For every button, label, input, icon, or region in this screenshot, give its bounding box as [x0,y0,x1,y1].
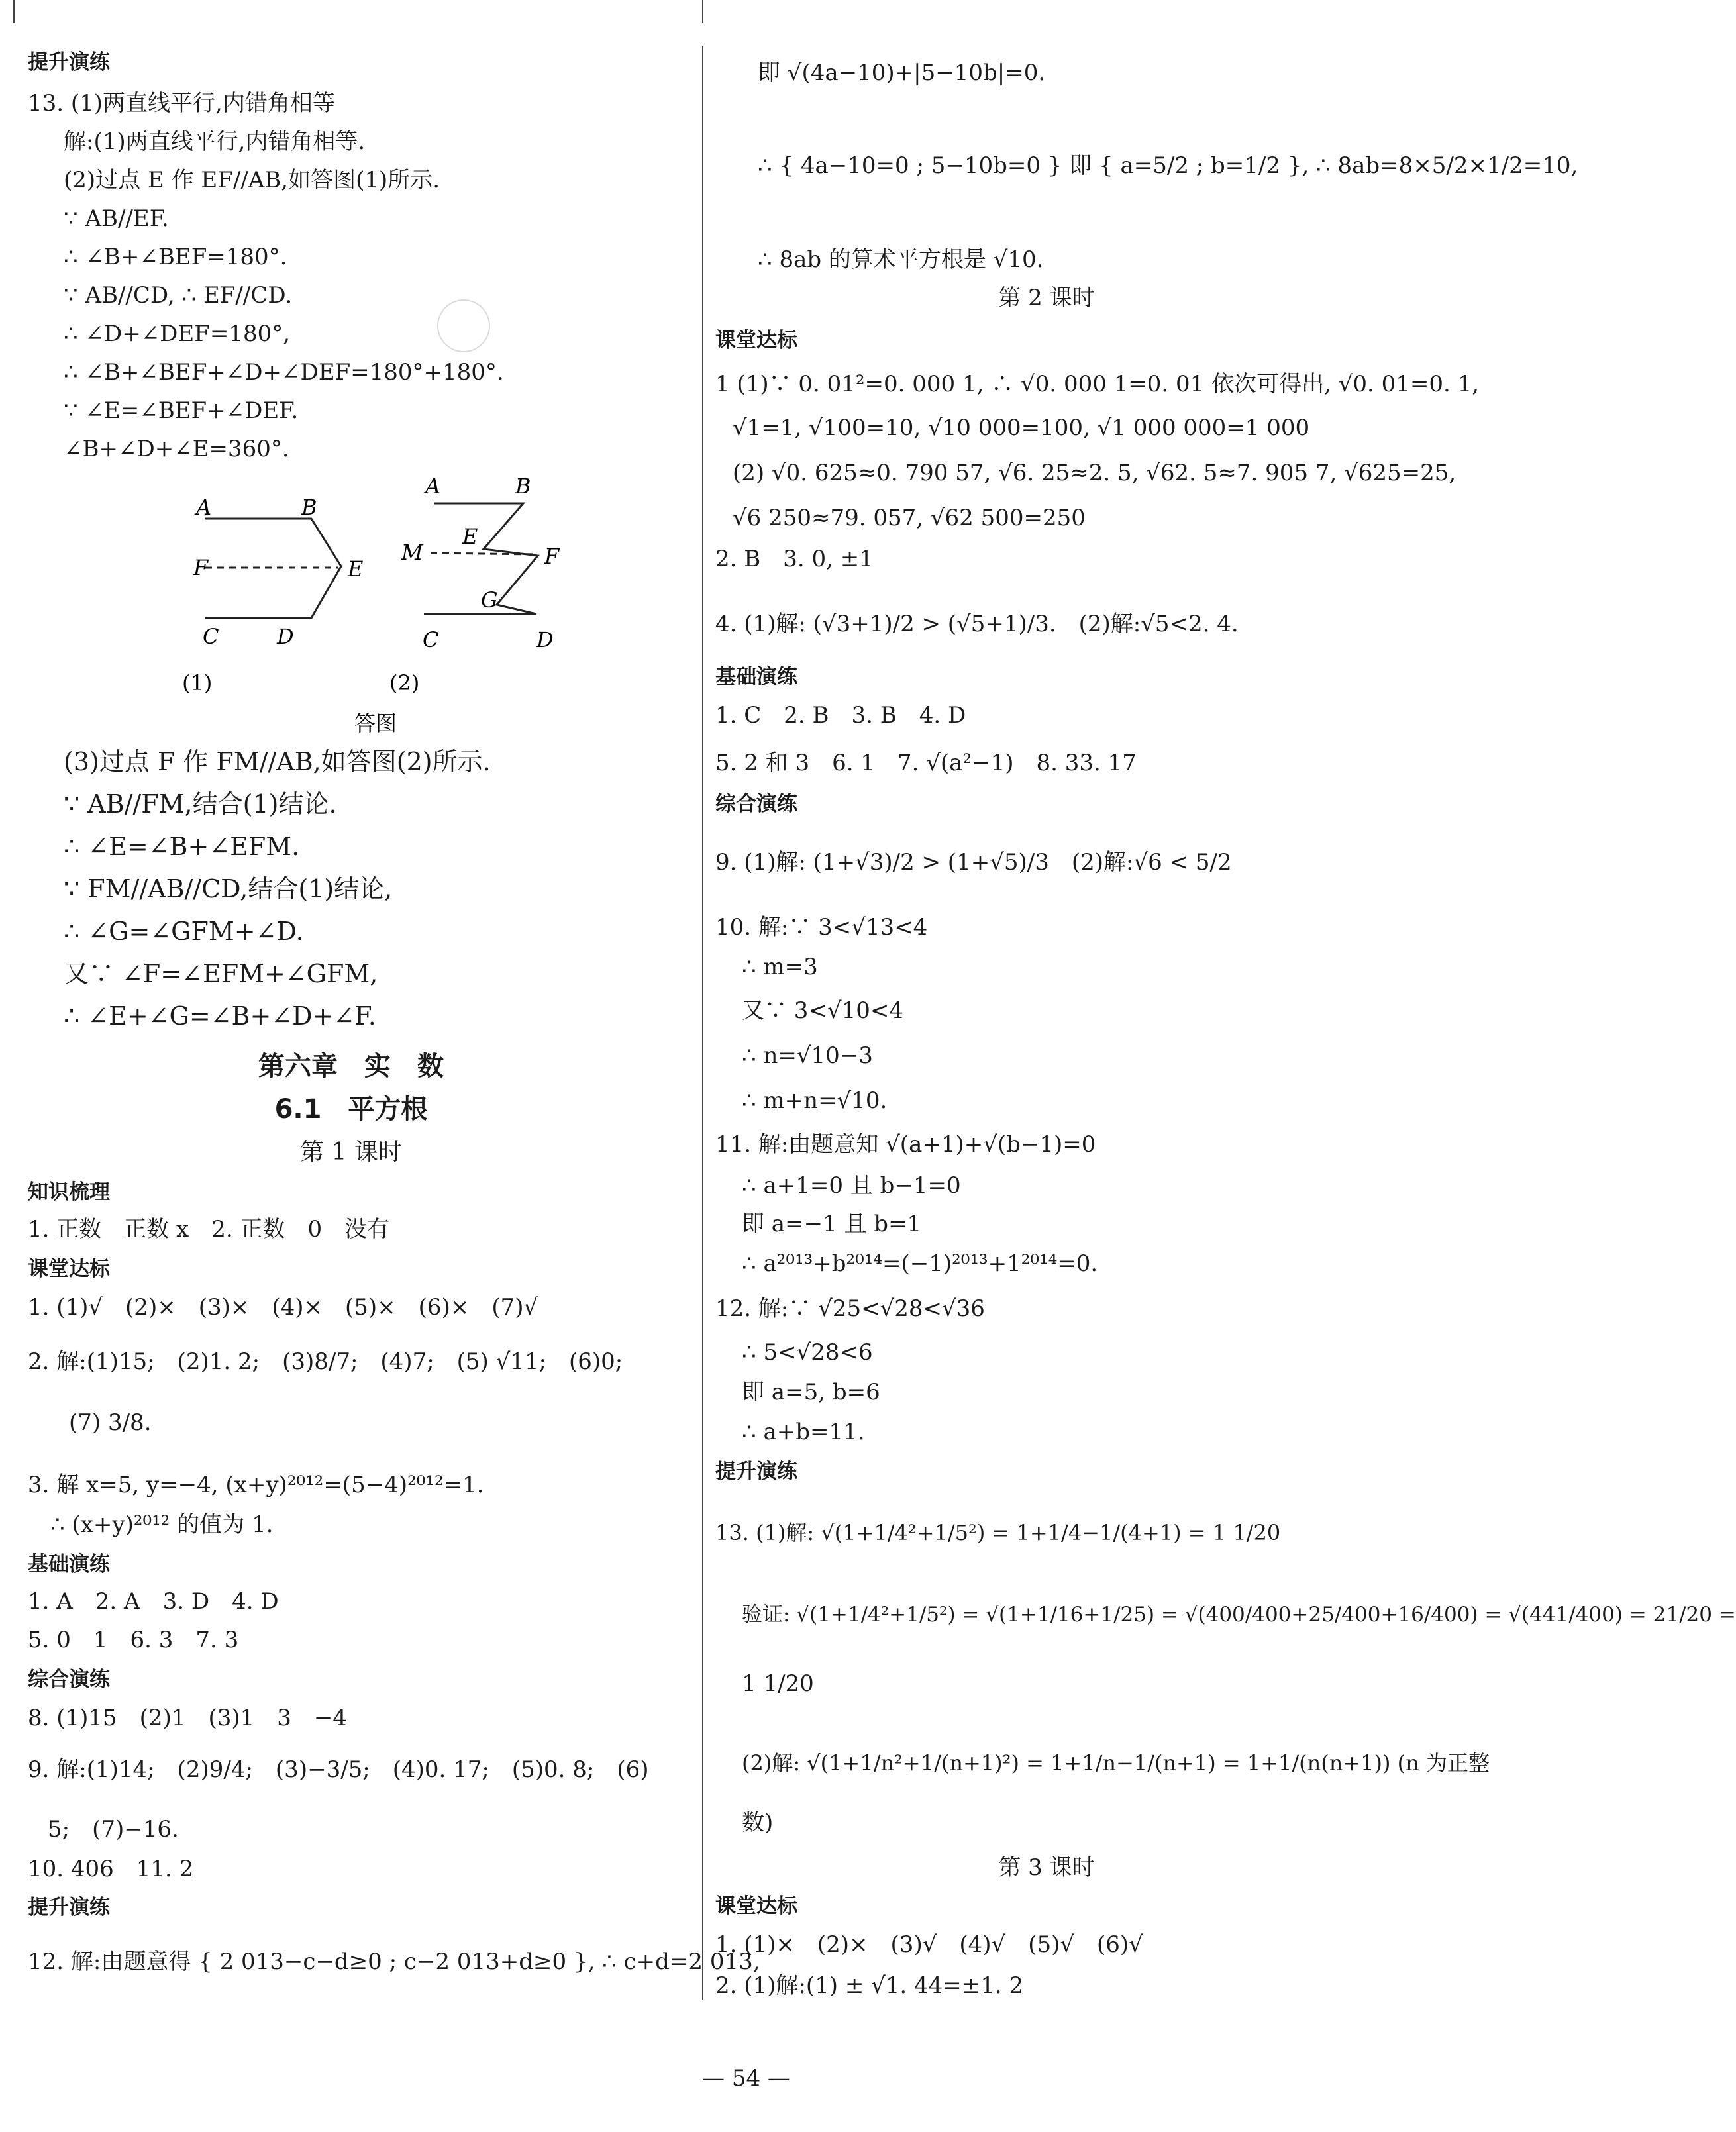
section-heading: 基础演练 [28,1552,110,1576]
answer-line: 13. (1)解: √(1+1/4²+1/5²) = 1+1/4−1/(4+1) = 1 1/20 [715,1520,1281,1545]
section-heading: 提升演练 [28,50,110,74]
figure-caption: 答图 [354,711,397,736]
answer-line: 12. 解:由题意得 { 2 013−c−d≥0 ; c−2 013+d≥0 }, ∴ c+d=2 013, [28,1949,760,1975]
answer-line: 1 1/20 [742,1670,814,1697]
section-heading: 课堂达标 [28,1257,110,1281]
point-label: M [401,540,423,565]
section-heading: 基础演练 [715,665,797,689]
answer-line: ∴ m=3 [742,954,818,980]
stamp-watermark [437,299,490,352]
answer-line: ∴ a²⁰¹³+b²⁰¹⁴=(−1)²⁰¹³+1²⁰¹⁴=0. [742,1250,1098,1277]
point-label: G [481,587,498,613]
answer-line: ∴ { 4a−10=0 ; 5−10b=0 } 即 { a=5/2 ; b=1/2 }, ∴ 8ab=8×5/2×1/2=10, [758,152,1578,179]
figure-1 [205,519,341,618]
answer-line: ∵ AB//EF. [64,205,169,232]
lesson-title: 第 1 课时 [300,1139,402,1166]
answer-line: 解:(1)两直线平行,内错角相等. [64,128,366,155]
figure-1-lines [205,519,341,618]
point-label: B [301,495,317,520]
answer-line: 又∵ 3<√10<4 [742,997,903,1024]
point-label: D [536,627,554,652]
answer-line: 即 √(4a−10)+|5−10b|=0. [758,60,1046,86]
answer-line: 1. C 2. B 3. B 4. D [715,702,966,729]
section-heading: 知识梳理 [28,1180,110,1204]
answer-line: 2. (1)解:(1) ± √1. 44=±1. 2 [715,1972,1024,1999]
answer-line: ∵ AB//CD, ∴ EF//CD. [64,282,293,309]
answer-line: 5. 0 1 6. 3 7. 3 [28,1627,239,1653]
answer-line: 8. (1)15 (2)1 (3)1 3 −4 [28,1705,348,1731]
section-heading: 综合演练 [28,1668,110,1692]
column-divider [702,46,703,2000]
point-label: C [423,627,439,652]
top-margin-mark [13,0,15,23]
answer-line: ∠B+∠D+∠E=360°. [64,436,289,462]
section-heading: 课堂达标 [715,329,797,352]
answer-line: √1=1, √100=10, √10 000=100, √1 000 000=1 000 [733,415,1310,441]
answer-line: ∵ FM//AB//CD,结合(1)结论, [64,874,393,903]
answer-line: 1 (1)∵ 0. 01²=0. 000 1, ∴ √0. 000 1=0. 01 依次可得出, √0. 01=0. 1, [715,371,1480,397]
point-label: E [462,524,478,549]
answer-line: ∵ AB//FM,结合(1)结论. [64,789,337,819]
answer-line: 3. 解 x=5, y=−4, (x+y)²⁰¹²=(5−4)²⁰¹²=1. [28,1472,484,1498]
answer-line: 1. A 2. A 3. D 4. D [28,1588,279,1615]
answer-line: ∴ ∠B+∠BEF=180°. [64,244,287,270]
answer-line: ∴ ∠E=∠B+∠EFM. [64,832,300,861]
answer-line: √6 250≈79. 057, √62 500=250 [733,505,1086,531]
top-margin-mark [702,0,703,23]
answer-line: 即 a=−1 且 b=1 [742,1211,922,1237]
answer-line: 即 a=5, b=6 [742,1379,880,1405]
answer-line: 12. 解:∵ √25<√28<√36 [715,1295,985,1322]
answer-line: ∴ ∠D+∠DEF=180°, [64,321,291,347]
answer-line: (2)解: √(1+1/n²+1/(n+1)²) = 1+1/n−1/(n+1) = 1+1/(n(n+1)) (n 为正整 [742,1751,1490,1776]
figure-2-caption: (2) [389,670,420,695]
answer-line: ∴ 5<√28<6 [742,1339,873,1366]
answer-line: 2. B 3. 0, ±1 [715,546,874,572]
section-heading: 课堂达标 [715,1894,797,1918]
answer-line: ∴ a+b=11. [742,1419,865,1445]
lesson-title: 第 2 课时 [998,285,1095,311]
answer-line: 1. 正数 正数 x 2. 正数 0 没有 [28,1216,390,1243]
answer-line: 9. (1)解: (1+√3)/2 > (1+√5)/3 (2)解:√6 < 5/2 [715,849,1232,876]
answer-line: ∴ (x+y)²⁰¹² 的值为 1. [50,1511,274,1538]
answer-line: 又∵ ∠F=∠EFM+∠GFM, [64,959,378,988]
answer-line: 1. (1)√ (2)× (3)× (4)× (5)× (6)× (7)√ [28,1294,538,1321]
point-label: E [348,556,364,582]
section-heading: 提升演练 [715,1460,797,1484]
answer-line: 10. 解:∵ 3<√13<4 [715,914,928,940]
point-label: A [196,495,212,520]
point-label: F [193,555,209,580]
answer-line: ∴ 8ab 的算术平方根是 √10. [758,246,1044,273]
answer-line: 验证: √(1+1/4²+1/5²) = √(1+1/16+1/25) = √(400/400+25/400+16/400) = √(441/400) = 21/20 = [742,1603,1736,1627]
answer-line: (3)过点 F 作 FM//AB,如答图(2)所示. [64,747,491,776]
answer-line: 5. 2 和 3 6. 1 7. √(a²−1) 8. 33. 17 [715,750,1137,776]
page-number: — 54 — [702,2065,790,2092]
answer-line: ∴ m+n=√10. [742,1088,888,1114]
answer-line: 5; (7)−16. [48,1816,179,1843]
point-label: A [425,474,441,499]
answer-line: ∴ ∠B+∠BEF+∠D+∠DEF=180°+180°. [64,359,504,385]
answer-figure [179,467,589,745]
point-label: B [515,474,531,499]
section-heading: 综合演练 [715,792,797,816]
answer-line: ∴ a+1=0 且 b−1=0 [742,1172,961,1199]
section-heading: 提升演练 [28,1896,110,1919]
answer-line: ∴ ∠G=∠GFM+∠D. [64,917,304,946]
answer-line: 9. 解:(1)14; (2)9/4; (3)−3/5; (4)0. 17; (5)0. 8; (6) [28,1756,649,1783]
answer-line: 13. (1)两直线平行,内错角相等 [28,90,335,117]
lesson-title: 第 3 课时 [998,1854,1095,1881]
chapter-title: 第六章 实 数 [258,1051,444,1082]
answer-line: 11. 解:由题意知 √(a+1)+√(b−1)=0 [715,1131,1096,1158]
answer-line: 2. 解:(1)15; (2)1. 2; (3)8/7; (4)7; (5) √11; (6)0; [28,1348,623,1375]
point-label: D [277,624,294,649]
figure-1-caption: (1) [182,670,213,695]
answer-line: (7) 3/8. [69,1409,152,1436]
answer-line: 10. 406 11. 2 [28,1856,194,1882]
answer-line: 数) [742,1809,774,1836]
point-label: F [544,544,560,569]
answer-line: (2)过点 E 作 EF//AB,如答图(1)所示. [64,167,440,193]
answer-line: (2) √0. 625≈0. 790 57, √6. 25≈2. 5, √62. 5≈7. 905 7, √625=25, [733,460,1456,486]
answer-line: ∴ n=√10−3 [742,1042,873,1069]
answer-line: ∵ ∠E=∠BEF+∠DEF. [64,397,299,424]
answer-line: 4. (1)解: (√3+1)/2 > (√5+1)/3. (2)解:√5<2. 4. [715,611,1239,637]
answer-line: ∴ ∠E+∠G=∠B+∠D+∠F. [64,1001,376,1031]
section-title: 6.1 平方根 [274,1094,428,1125]
answer-line: 1. (1)× (2)× (3)√ (4)√ (5)√ (6)√ [715,1931,1143,1958]
point-label: C [203,624,219,649]
